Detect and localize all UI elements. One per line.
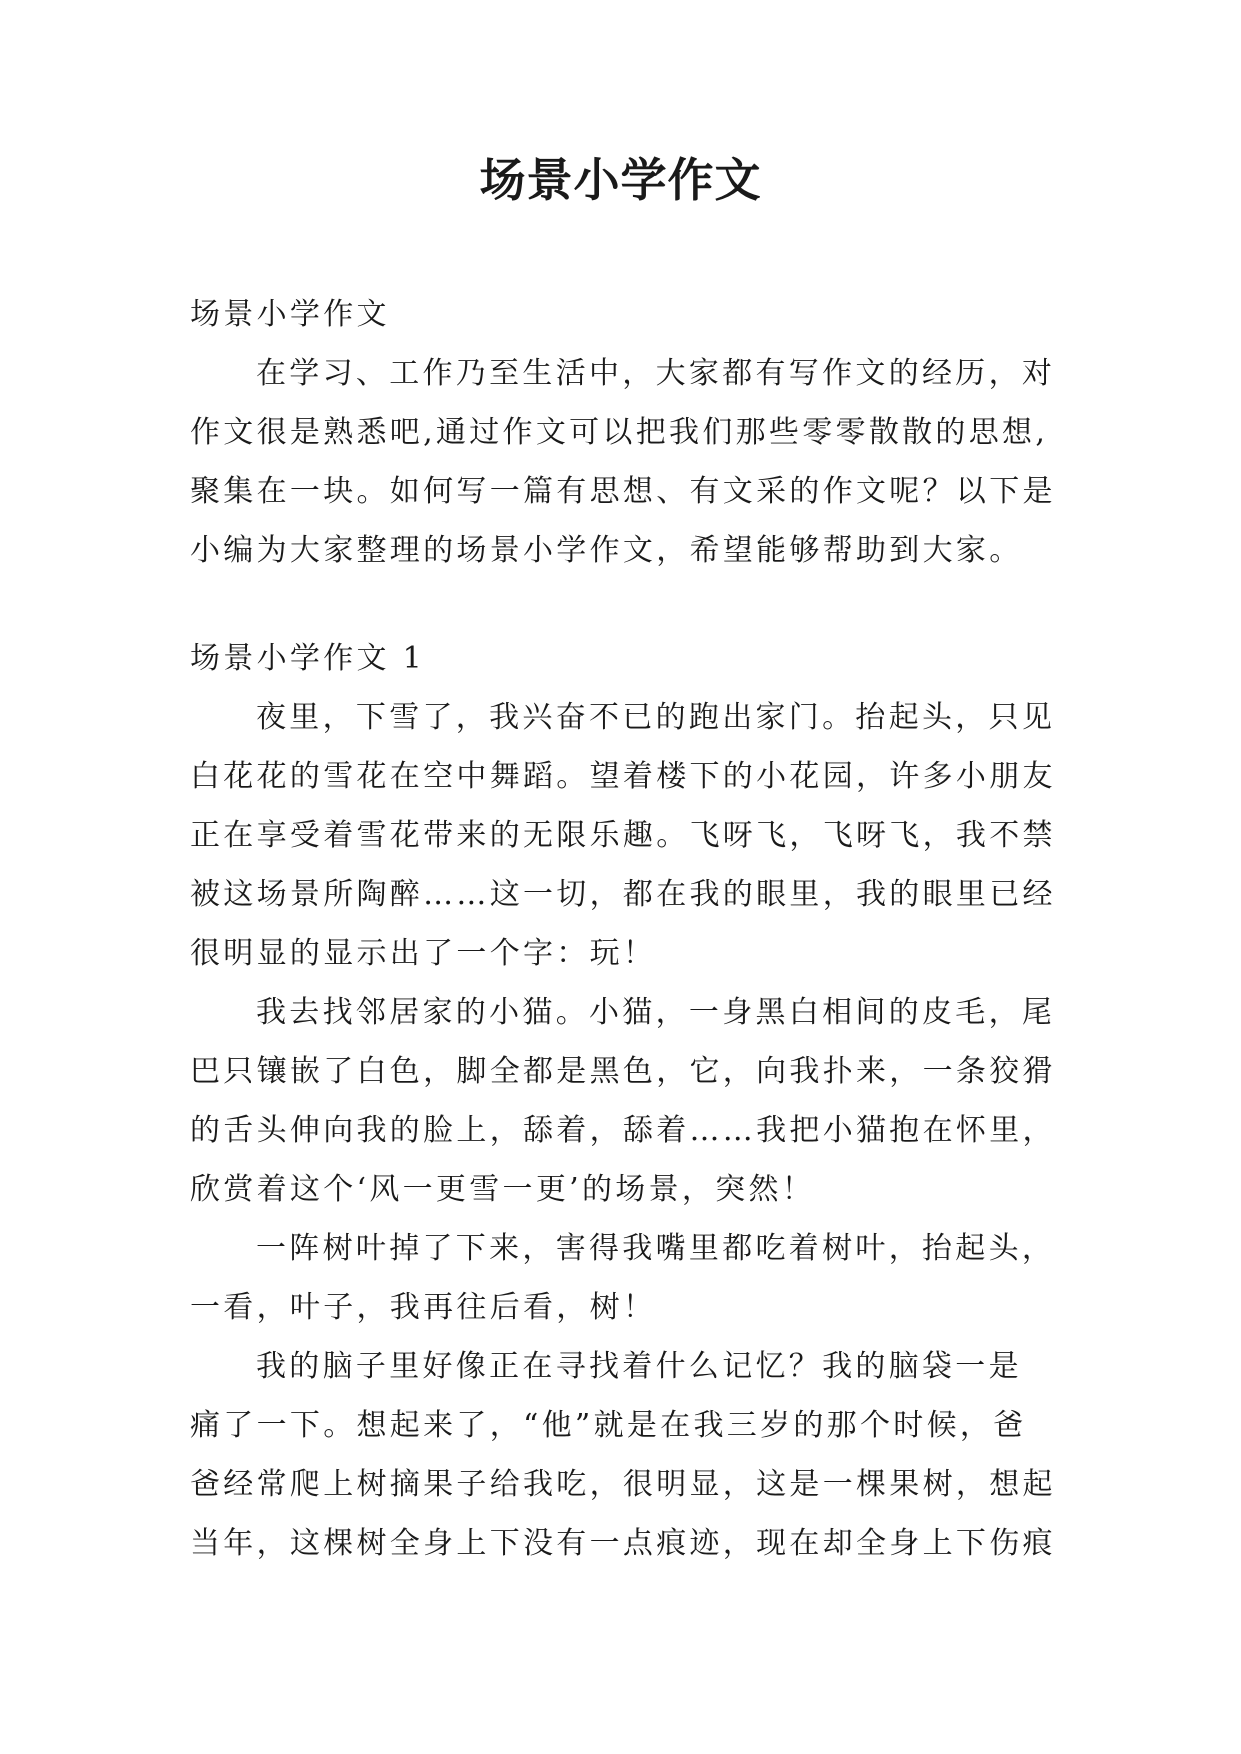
paragraph-line: 痛了一下。想起来了，“他”就是在我三岁的那个时候，爸 xyxy=(190,1408,1027,1443)
document-title: 场景小学作文 xyxy=(479,153,762,207)
paragraph-line: 的舌头伸向我的脸上，舔着，舔着……我把小猫抱在怀里， xyxy=(190,1113,1056,1148)
paragraph-line: 被这场景所陶醉……这一切，都在我的眼里，我的眼里已经 xyxy=(190,877,1056,912)
paragraph-line: 一阵树叶掉了下来，害得我嘴里都吃着树叶，抬起头， xyxy=(256,1231,1056,1266)
paragraph-line: 我的脑子里好像正在寻找着什么记忆？我的脑袋一是 xyxy=(256,1349,1022,1384)
paragraph-line: 爸经常爬上树摘果子给我吃，很明显，这是一棵果树，想起 xyxy=(190,1467,1056,1502)
section-spacer xyxy=(190,580,1060,629)
paragraph-line: 白花花的雪花在空中舞蹈。望着楼下的小花园，许多小朋友 xyxy=(190,759,1056,794)
intro-paragraph-line: 小编为大家整理的场景小学作文，希望能够帮助到大家。 xyxy=(190,533,1023,568)
paragraph-line: 欣赏着这个‘风一更雪一更’的场景，突然！ xyxy=(190,1172,816,1207)
intro-paragraph-line: 聚集在一块。如何写一篇有思想、有文采的作文呢？以下是 xyxy=(190,474,1056,509)
paragraph-line: 我去找邻居家的小猫。小猫，一身黑白相间的皮毛，尾 xyxy=(256,995,1056,1030)
paragraph-line: 一看，叶子，我再往后看，树！ xyxy=(190,1290,657,1325)
paragraph-line: 当年，这棵树全身上下没有一点痕迹，现在却全身上下伤痕 xyxy=(190,1526,1056,1561)
document-body xyxy=(190,285,1060,1573)
section-heading: 场景小学作文 1 xyxy=(190,641,426,676)
paragraph-line: 夜里，下雪了，我兴奋不已的跑出家门。抬起头，只见 xyxy=(256,700,1056,735)
paragraph-line: 很明显的显示出了一个字：玩！ xyxy=(190,936,657,971)
paragraph-line: 正在享受着雪花带来的无限乐趣。飞呀飞，飞呀飞，我不禁 xyxy=(190,818,1056,853)
intro-paragraph-line: 作文很是熟悉吧,通过作文可以把我们那些零零散散的思想, xyxy=(190,415,1049,450)
paragraph-line: 巴只镶嵌了白色，脚全都是黑色，它，向我扑来，一条狡猾 xyxy=(190,1054,1056,1089)
intro-heading: 场景小学作文 xyxy=(190,297,390,332)
intro-paragraph-line: 在学习、工作乃至生活中，大家都有写作文的经历，对 xyxy=(256,356,1056,391)
